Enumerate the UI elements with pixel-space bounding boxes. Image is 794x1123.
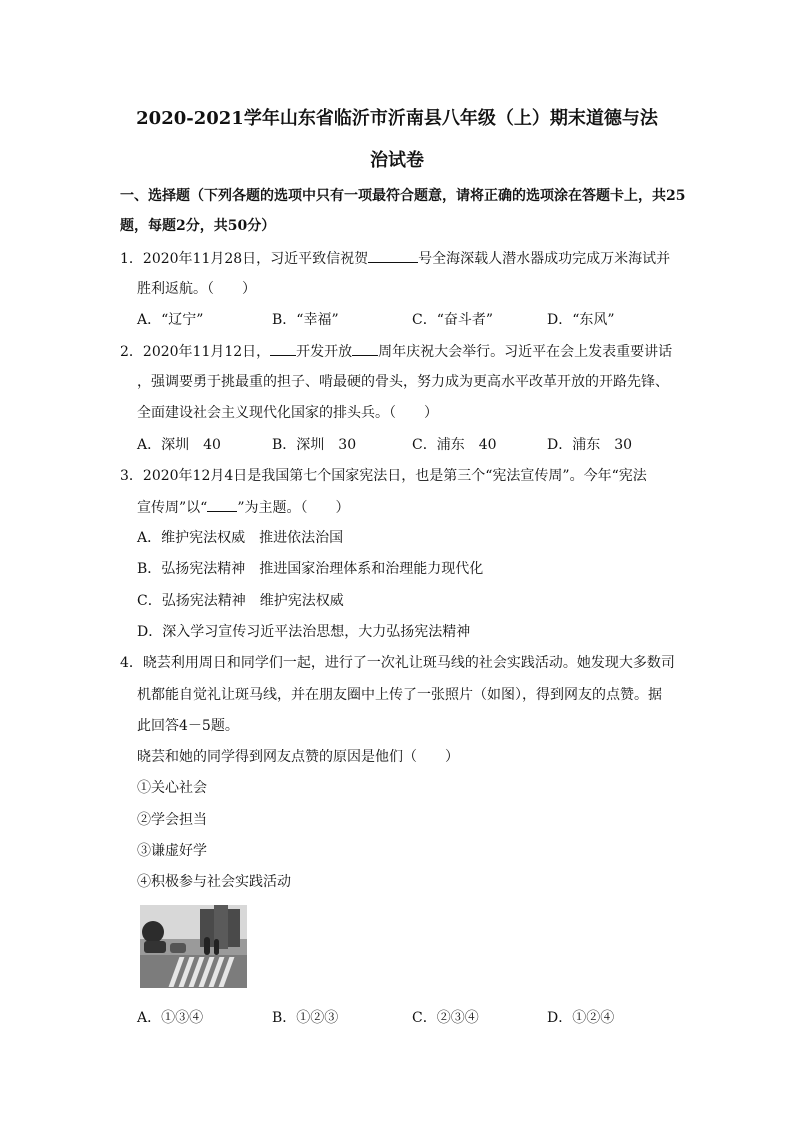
q2-text-line2: ，强调要勇于挑最重的担子、啃最硬的骨头，努力成为更高水平改革开放的开路先锋、 — [137, 374, 669, 390]
q1-text-line1 — [120, 248, 670, 269]
q3-text-line2 — [137, 497, 350, 518]
q4-item-3: ③谦虚好学 — [137, 843, 207, 859]
q1-option-b: B．“幸福” — [272, 312, 339, 328]
q1-text-line2: 胜利返航。（ ） — [137, 281, 256, 297]
tree-shape — [142, 921, 164, 943]
exam-title-line2: 治试卷 — [370, 150, 424, 171]
q3-text-part-a: 宣传周”以“ — [137, 500, 208, 516]
q4-stem: 晓芸和她的同学得到网友点赞的原因是他们（ ） — [137, 749, 459, 765]
q1-text-part-b: 号全海深载人潜水器成功完成万米海试并 — [418, 251, 671, 267]
pedestrian-shape — [204, 937, 210, 955]
q1-option-d: D．“东风” — [547, 312, 615, 328]
q4-item-1: ①关心社会 — [137, 780, 207, 796]
q3-blank — [207, 497, 237, 512]
section-heading-line1: 一、选择题（下列各题的选项中只有一项最符合题意，请将正确的选项涂在答题卡上，共25 — [120, 188, 686, 204]
q4-option-b: B．①②③ — [272, 1010, 339, 1026]
q3-option-b: B．弘扬宪法精神 推进国家治理体系和治理能力现代化 — [137, 561, 484, 577]
q4-text-line3: 此回答4－5题。 — [137, 718, 239, 734]
zebra-crossing-photo — [140, 905, 247, 988]
q2-text-part-c: 周年庆祝大会举行。习近平在会上发表重要讲话 — [378, 344, 673, 360]
q3-option-a: A．维护宪法权威 推进依法治国 — [137, 530, 344, 546]
q1-blank — [368, 248, 418, 263]
q2-text-part-b: 开发开放 — [296, 344, 353, 360]
q4-text-line2: 机都能自觉礼让斑马线，并在朋友圈中上传了一张照片（如图），得到网友的点赞。据 — [137, 687, 662, 703]
q2-blank-1 — [270, 341, 296, 356]
exam-title-line1: 2020-2021学年山东省临沂市沂南县八年级（上）期末道德与法 — [136, 108, 658, 129]
q1-text-part-a: 1．2020年11月28日，习近平致信祝贺 — [120, 251, 369, 267]
q2-text-line3: 全面建设社会主义现代化国家的排头兵。（ ） — [137, 405, 438, 421]
q3-option-c: C．弘扬宪法精神 维护宪法权威 — [137, 593, 344, 609]
q2-option-b: B．深圳 30 — [272, 437, 357, 453]
q3-text-line1: 3．2020年12月4日是我国第七个国家宪法日，也是第三个“宪法宣传周”。今年“宪法 — [120, 468, 647, 484]
q2-option-c: C．浦东 40 — [412, 437, 497, 453]
q4-option-d: D．①②④ — [547, 1010, 615, 1026]
q1-option-a: A．“辽宁” — [137, 312, 204, 328]
q2-option-a: A．深圳 40 — [137, 437, 221, 453]
section-heading-line2: 题，每题2分，共50分） — [120, 218, 276, 234]
q4-item-2: ②学会担当 — [137, 812, 207, 828]
car-shape — [144, 941, 166, 953]
q4-item-4: ④积极参与社会实践活动 — [137, 874, 291, 890]
q4-option-a: A．①③④ — [137, 1010, 204, 1026]
q3-option-d: D．深入学习宣传习近平法治思想，大力弘扬宪法精神 — [137, 624, 471, 640]
q2-text-part-a: 2．2020年11月12日， — [120, 344, 271, 360]
q2-option-d: D．浦东 30 — [547, 437, 633, 453]
q4-text-line1: 4．晓芸利用周日和同学们一起，进行了一次礼让斑马线的社会实践活动。她发现大多数司 — [120, 655, 675, 671]
q3-text-part-b: ”为主题。（ ） — [237, 500, 350, 516]
q1-option-c: C．“奋斗者” — [412, 312, 494, 328]
q4-option-c: C．②③④ — [412, 1010, 479, 1026]
q2-text-line1 — [120, 341, 672, 362]
q2-blank-2 — [352, 341, 378, 356]
